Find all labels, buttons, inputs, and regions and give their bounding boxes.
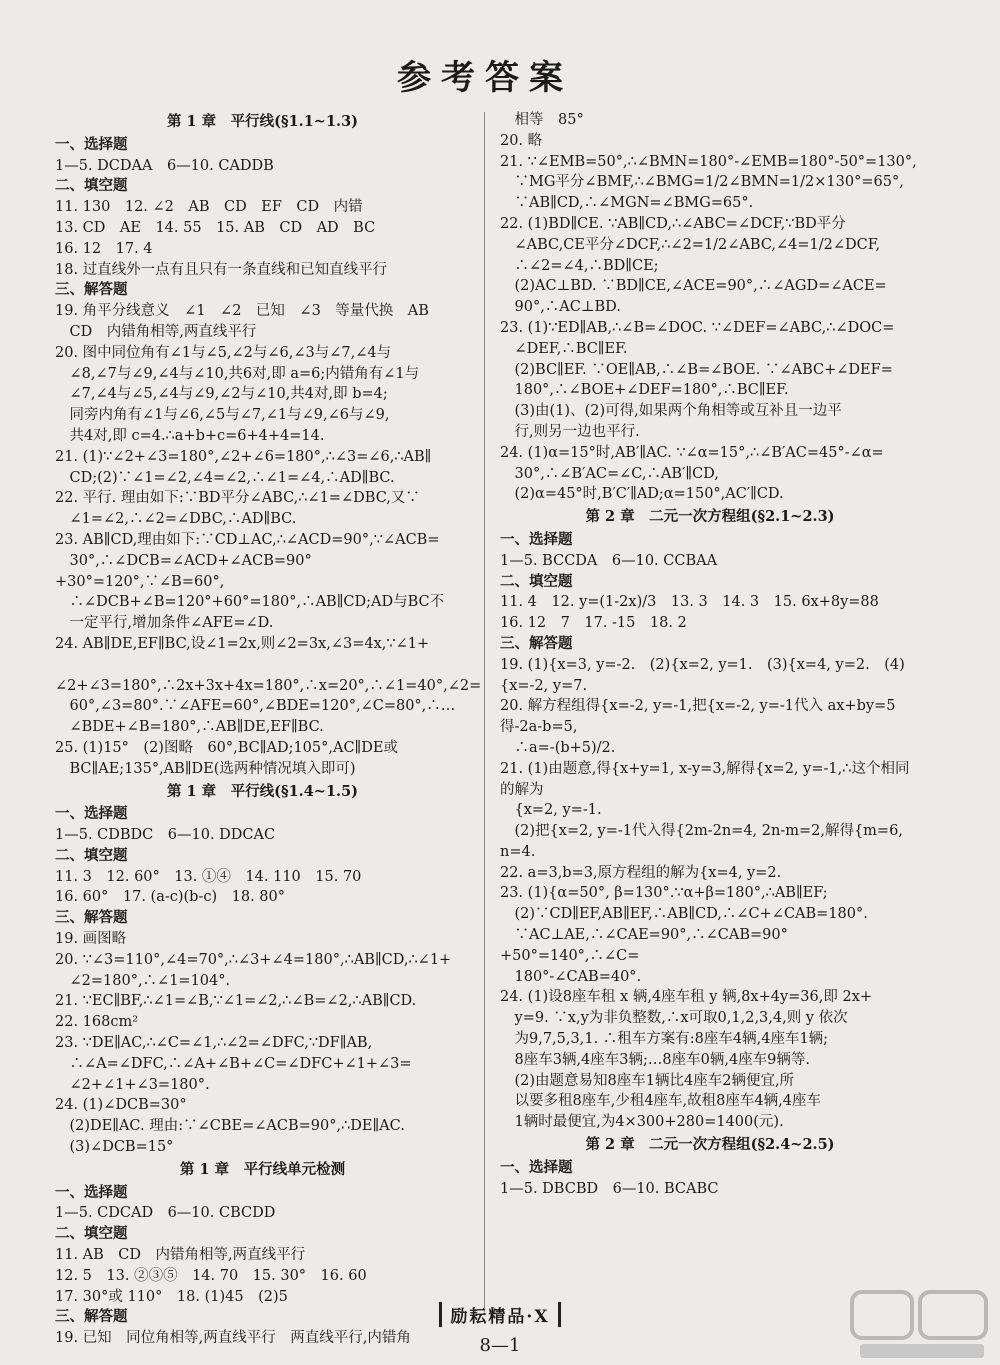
- answer-line: ∠ABC,CE平分∠DCF,∴∠2=1/2∠ABC,∠4=1/2∠DCF,: [500, 236, 881, 253]
- answer-line: ∴a=-(b+5)/2.: [500, 739, 616, 756]
- answer-line: 23. AB∥CD,理由如下:∵CD⊥AC,∴∠ACD=90°,∵∠ACB=: [55, 531, 440, 548]
- left-column: [55, 110, 482, 1349]
- answer-line: 23. (1){α=50°, β=130°.∵α+β=180°,∴AB∥EF;: [500, 885, 828, 902]
- answer-line: (2)BC∥EF. ∵OE∥AB,∴∠B=∠BOE. ∵∠ABC+∠DEF=: [500, 361, 893, 378]
- watermark-logo: [850, 1290, 990, 1360]
- answer-line: 1—5. BCCDA 6—10. CCBAA: [500, 552, 718, 569]
- answer-line: 18. 过直线外一点有且只有一条直线和已知直线平行: [55, 261, 388, 278]
- section-heading: 一、选择题: [55, 135, 128, 153]
- column-divider: [484, 112, 485, 1312]
- answer-line: 16. 60° 17. (a-c)(b-c) 18. 80°: [55, 889, 286, 906]
- answer-line: (2)AC⊥BD. ∵BD∥CE,∠ACE=90°,∴∠AGD=∠ACE=: [500, 278, 887, 295]
- chapter-heading: 第 1 章 平行线(§1.4~1.5): [166, 782, 359, 800]
- answer-line: 21. ∵∠EMB=50°,∴∠BMN=180°-∠EMB=180°-50°=130°,: [500, 153, 917, 170]
- section-heading: 三、解答题: [55, 281, 128, 299]
- brand-label: 励耘精品·X: [439, 1302, 560, 1327]
- answer-line: ∠7,∠4与∠5,∠4与∠9,∠2与∠10,共4对,即 b=4;: [55, 386, 388, 403]
- answer-line: 20. 图中同位角有∠1与∠5,∠2与∠6,∠3与∠7,∠4与: [55, 344, 392, 361]
- section-heading: 一、选择题: [500, 530, 573, 548]
- section-heading: 二、填空题: [55, 846, 128, 864]
- section-heading: 二、填空题: [55, 177, 128, 195]
- answer-line: 23. ∵DE∥AC,∴∠C=∠1,∴∠2=∠DFC,∵DF∥AB,: [55, 1035, 373, 1052]
- answer-line: 16. 12 17. 4: [55, 240, 153, 257]
- answer-line: ∵MG平分∠BMF,∴∠BMG=1/2∠BMN=1/2×130°=65°,: [500, 174, 904, 191]
- answer-line: 22. (1)BD∥CE. ∵AB∥CD,∴∠ABC=∠DCF,∵BD平分: [500, 215, 846, 232]
- answer-line: (2)DE∥AC. 理由:∵∠CBE=∠ACB=90°,∴DE∥AC.: [55, 1118, 405, 1135]
- answer-line: CD;(2)∵∠1=∠2,∠4=∠2,∴∠1=∠4,∴AD∥BC.: [55, 469, 395, 486]
- answer-line: ∠8,∠7与∠9,∠4与∠10,共6对,即 a=6;内错角有∠1与: [55, 365, 420, 382]
- answer-line: (3)由(1)、(2)可得,如果两个角相等或互补且一边平: [500, 403, 842, 420]
- answer-line: 21. (1)由题意,得{x+y=1, x-y=3,解得{x=2, y=-1,∴这个相同的解为: [500, 760, 910, 798]
- answer-line: ∠2+∠3=180°,∴2x+3x+4x=180°,∴x=20°,∴∠1=40°,∠2=: [55, 656, 482, 694]
- section-heading: 一、选择题: [55, 1183, 128, 1201]
- answer-line: 相等 85°: [500, 112, 584, 128]
- answer-line: 30°,∴∠DCB=∠ACD+∠ACB=90°+30°=120°,∵∠B=60°,: [55, 552, 312, 590]
- answer-line: 一定平行,增加条件∠AFE=∠D.: [55, 615, 274, 632]
- answer-line: 行,则另一边也平行.: [500, 423, 640, 440]
- chapter-heading: 第 2 章 二元一次方程组(§2.1~2.3): [585, 508, 835, 526]
- answer-line: 22. 168cm²: [55, 1014, 139, 1031]
- answer-line: CD 内错角相等,两直线平行: [55, 323, 257, 340]
- answer-line: 11. 130 12. ∠2 AB CD EF CD 内错: [55, 199, 363, 216]
- answer-line: 同旁内角有∠1与∠6,∠5与∠7,∠1与∠9,∠6与∠9,: [55, 407, 390, 424]
- answer-line: 22. 平行. 理由如下:∵BD平分∠ABC,∴∠1=∠DBC,又∵: [55, 490, 420, 507]
- answer-line: 11. 3 12. 60° 13. ①④ 14. 110 15. 70: [55, 868, 362, 885]
- answer-line: ∠1=∠2,∴∠2=∠DBC,∴AD∥BC.: [55, 511, 297, 528]
- answer-line: 24. (1)∠DCB=30°: [55, 1097, 187, 1114]
- answer-line: 19. 已知 同位角相等,两直线平行 两直线平行,内错角: [55, 1330, 411, 1347]
- section-heading: 二、填空题: [55, 1225, 128, 1243]
- answer-line: 24. (1)设8座车租 x 辆,4座车租 y 辆,8x+4y=36,即 2x+: [500, 989, 873, 1006]
- answer-line: BC∥AE;135°,AB∥DE(选两种情况填入即可): [55, 760, 356, 777]
- answer-line: 8座车3辆,4座车3辆;…8座车0辆,4座车9辆等.: [500, 1051, 811, 1068]
- answer-line: (2)∵CD∥EF,AB∥EF,∴AB∥CD,∴∠C+∠CAB=180°.: [500, 906, 868, 923]
- answer-line: 21. (1)∵∠2+∠3=180°,∠2+∠6=180°,∴∠3=∠6,∴AB∥: [55, 448, 432, 465]
- answer-line: 12. 5 13. ②③⑤ 14. 70 15. 30° 16. 60: [55, 1267, 367, 1284]
- answer-line: 1—5. CDBDC 6—10. DDCAC: [55, 827, 276, 844]
- answer-line: 180°,∴∠BOE+∠DEF=180°,∴BC∥EF.: [500, 382, 789, 399]
- answer-line: 21. ∵EC∥BF,∴∠1=∠B,∵∠1=∠2,∴∠B=∠2,∴AB∥CD.: [55, 993, 417, 1010]
- answer-line: 90°,∴AC⊥BD.: [500, 299, 621, 316]
- chapter-heading: 第 1 章 平行线单元检测: [179, 1160, 346, 1178]
- answer-line: 1—5. DBCBD 6—10. BCABC: [500, 1180, 719, 1197]
- answer-line: 共4对,即 c=4.∴a+b+c=6+4+4=14.: [55, 427, 325, 444]
- answer-line: ∠2+∠1+∠3=180°.: [55, 1076, 210, 1093]
- answer-line: 60°,∠3=80°.∵∠AFE=60°,∠BDE=120°,∠C=80°,∴…: [55, 698, 456, 715]
- answer-line: ∠BDE+∠B=180°,∴AB∥DE,EF∥BC.: [55, 719, 324, 736]
- answer-line: 11. 4 12. y=(1-2x)/3 13. 3 14. 3 15. 6x+8y=88: [500, 594, 879, 611]
- section-heading: 一、选择题: [500, 1158, 573, 1176]
- answer-line: 25. (1)15° (2)图略 60°,BC∥AD;105°,AC∥DE或: [55, 739, 398, 756]
- answer-line: y=9. ∵x,y为非负整数,∴x可取0,1,2,3,4,则 y 依次: [500, 1010, 848, 1027]
- answer-line: (3)∠DCB=15°: [55, 1139, 174, 1156]
- answer-line: 以要多租8座车,少租4座车,故租8座车4辆,4座车: [500, 1093, 821, 1110]
- answer-line: 23. (1)∵ED∥AB,∴∠B=∠DOC. ∵∠DEF=∠ABC,∴∠DOC=: [500, 319, 895, 336]
- answer-line: 30°,∴∠B′AC=∠C,∴AB′∥CD,: [500, 465, 719, 482]
- answer-line: (2)α=45°时,B′C′∥AD;α=150°,AC′∥CD.: [500, 486, 784, 503]
- answer-line: 为9,7,5,3,1. ∴租车方案有:8座车4辆,4座车1辆;: [500, 1031, 829, 1048]
- answer-line: 20. 解方程组得{x=-2, y=-1,把{x=-2, y=-1代入 ax+by=5 得-2a-b=5,: [500, 698, 901, 736]
- answer-line: 22. a=3,b=3,原方程组的解为{x=4, y=2.: [500, 864, 782, 881]
- answer-line: 24. (1)α=15°时,AB′∥AC. ∵∠α=15°,∴∠B′AC=45°-∠α=: [500, 444, 884, 461]
- answer-line: 19. 画图略: [55, 931, 127, 948]
- answer-line: 180°-∠CAB=40°.: [500, 968, 642, 985]
- page-title: 参考答案: [397, 58, 573, 98]
- page-number: 8—1: [479, 1335, 521, 1356]
- chapter-heading: 第 1 章 平行线(§1.1~1.3): [166, 113, 359, 130]
- section-heading: 三、解答题: [500, 634, 573, 652]
- answer-line: ∠DEF,∴BC∥EF.: [500, 340, 628, 357]
- section-heading: 三、解答题: [55, 1308, 128, 1326]
- answer-line: ∴∠2=∠4,∴BD∥CE;: [500, 257, 659, 274]
- answer-line: {x=2, y=-1.: [500, 802, 602, 819]
- answer-line: 1—5. CDCAD 6—10. CBCDD: [55, 1205, 276, 1222]
- answer-line: ∠2=180°,∴∠1=104°.: [55, 972, 231, 989]
- section-heading: 三、解答题: [55, 909, 128, 927]
- answer-line: 16. 12 7 17. -15 18. 2: [500, 615, 687, 632]
- section-heading: 一、选择题: [55, 805, 128, 823]
- chapter-heading: 第 2 章 二元一次方程组(§2.4~2.5): [585, 1136, 835, 1154]
- answer-line: ∴∠DCB+∠B=120°+60°=180°,∴AB∥CD;AD与BC不: [55, 594, 445, 611]
- answer-line: 20. 略: [500, 132, 543, 149]
- section-heading: 二、填空题: [500, 572, 573, 590]
- answer-line: 19. (1){x=3, y=-2. (2){x=2, y=1. (3){x=4, y=2. (4){x=-2, y=7.: [500, 656, 905, 694]
- answer-line: 13. CD AE 14. 55 15. AB CD AD BC: [55, 219, 376, 236]
- answer-line: 20. ∵∠3=110°,∠4=70°,∴∠3+∠4=180°,∴AB∥CD,∴∠1+: [55, 951, 452, 968]
- answer-line: ∴∠A=∠DFC,∴∠A+∠B+∠C=∠DFC+∠1+∠3=: [55, 1055, 412, 1072]
- answer-line: 1—5. DCDAA 6—10. CADDB: [55, 157, 274, 174]
- answer-line: (2)把{x=2, y=-1代入得{2m-2n=4, 2n-m=2,解得{m=6, n=4.: [500, 823, 908, 860]
- answer-line: 19. 角平分线意义 ∠1 ∠2 已知 ∠3 等量代换 AB: [55, 303, 429, 320]
- answer-line: (2)由题意易知8座车1辆比4座车2辆便宜,所: [500, 1072, 795, 1089]
- right-column: [500, 110, 920, 1199]
- answer-line: 1辆时最便宜,为4×300+280=1400(元).: [500, 1114, 784, 1131]
- answer-line: 24. AB∥DE,EF∥BC,设∠1=2x,则∠2=3x,∠3=4x,∵∠1+: [55, 635, 430, 652]
- answer-line: 11. AB CD 内错角相等,两直线平行: [55, 1247, 306, 1264]
- answer-line: 17. 30°或 110° 18. (1)45 (2)5: [55, 1288, 288, 1305]
- answer-line: ∵AC⊥AE,∴∠CAE=90°,∴∠CAB=90°+50°=140°,∴∠C=: [500, 927, 788, 964]
- answer-line: ∵AB∥CD,∴∠MGN=∠BMG=65°.: [500, 195, 754, 212]
